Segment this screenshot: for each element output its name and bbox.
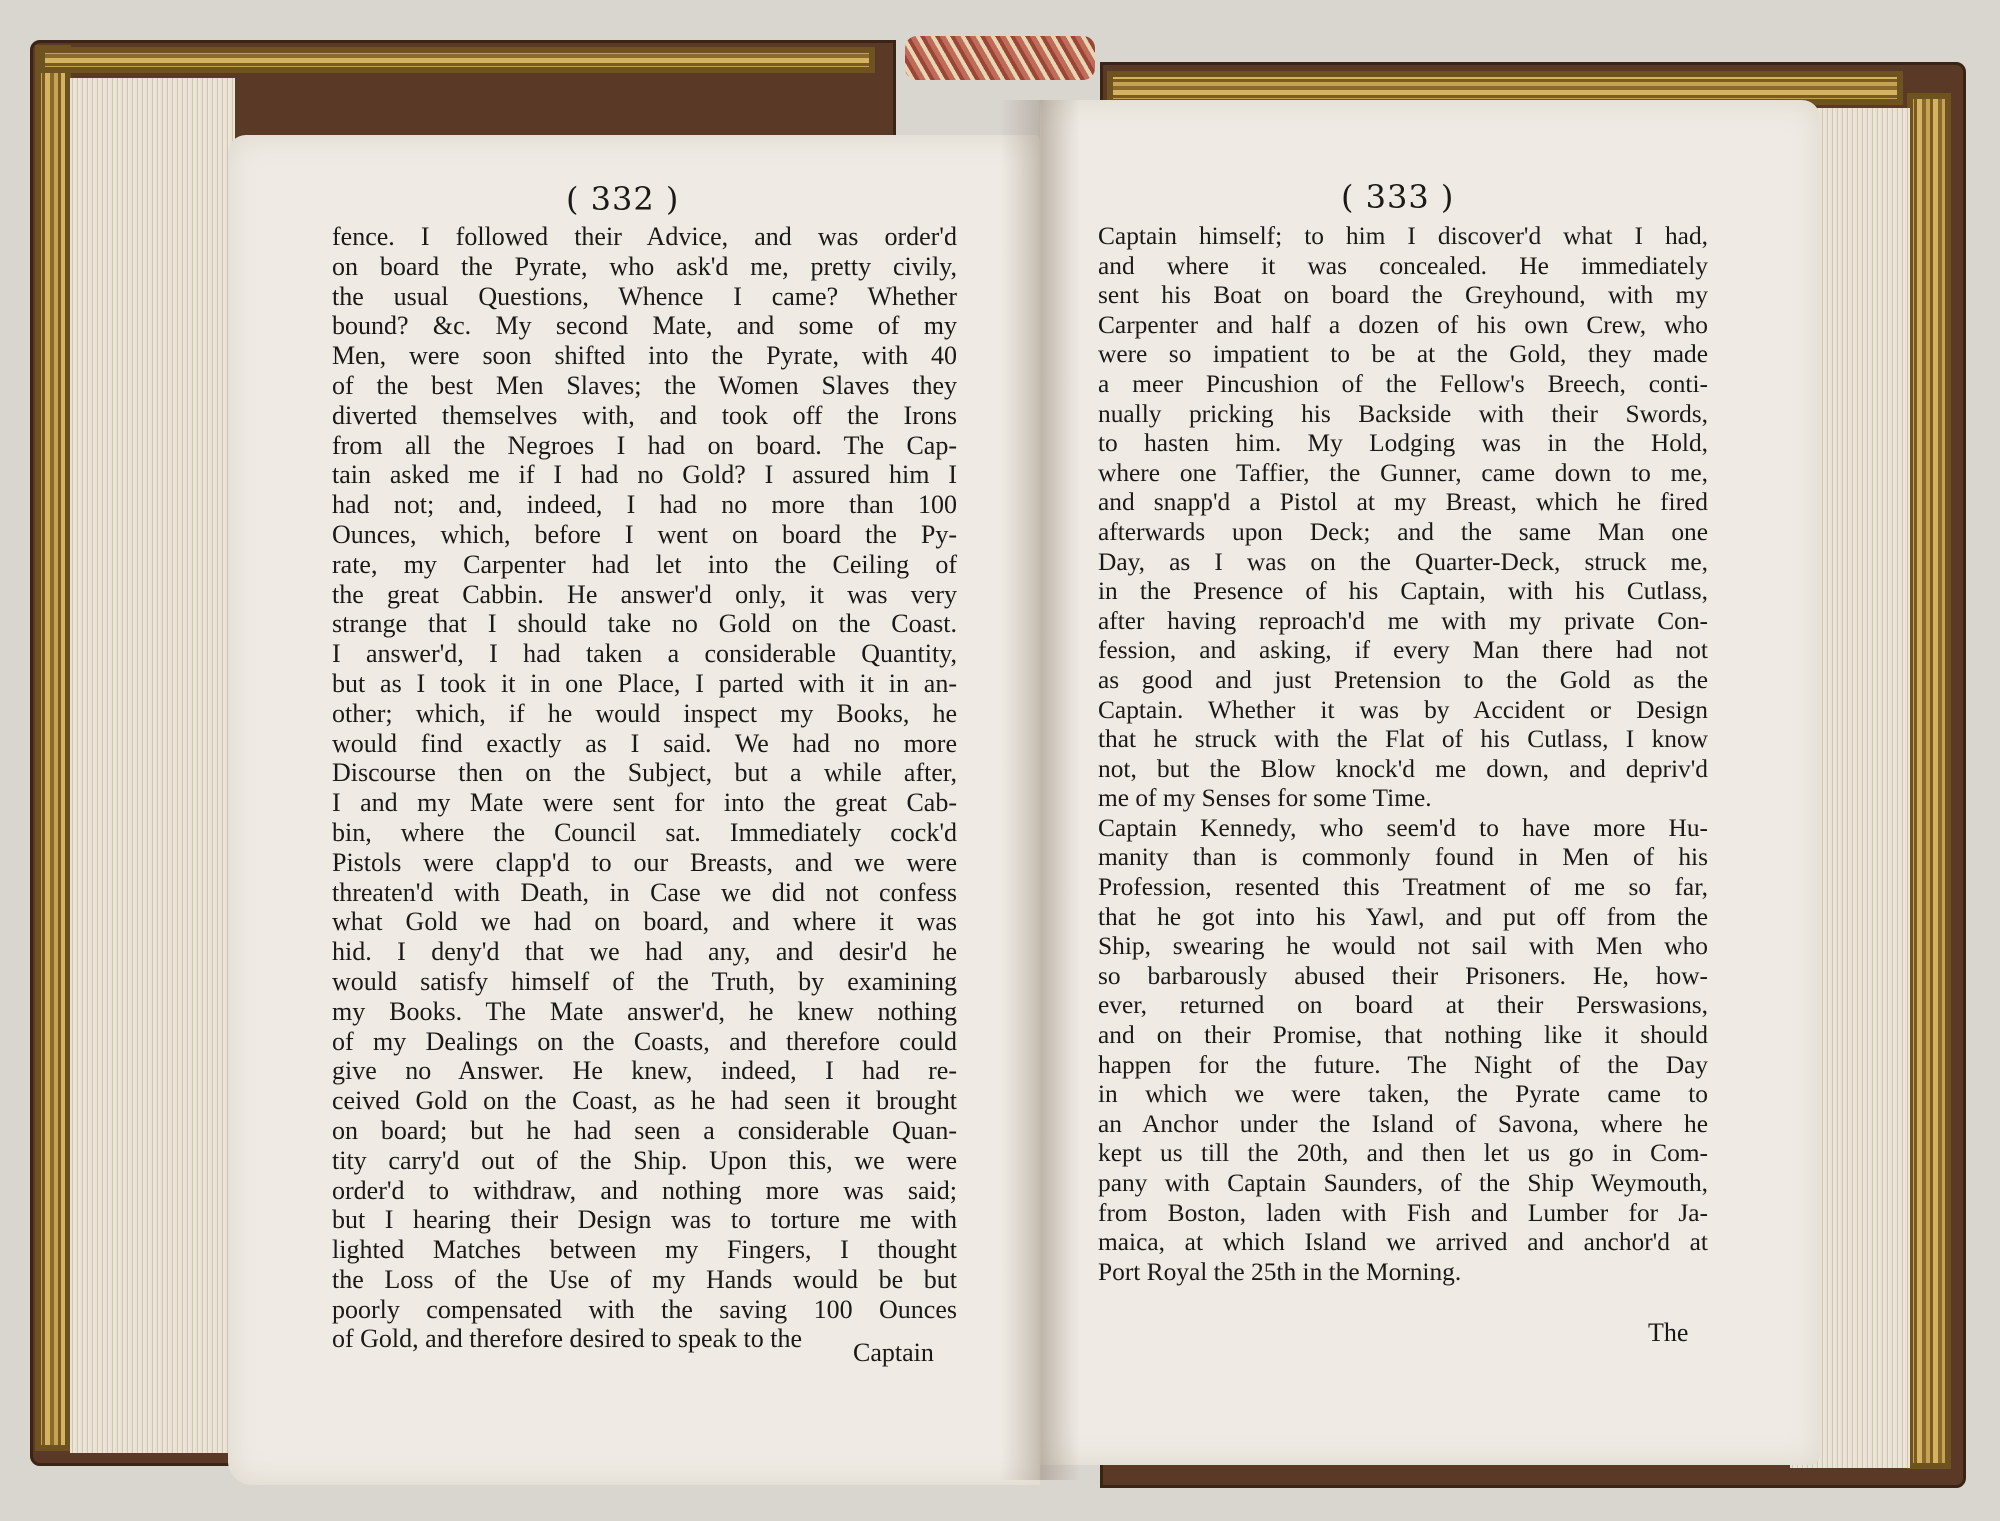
text-line: would satisfy himself of the Truth, by examining: [332, 966, 957, 996]
right-page-number: ( 333 ): [1341, 178, 1455, 216]
text-line: ceived Gold on the Coast, as he had seen it brought: [332, 1086, 957, 1116]
left-page-number: ( 332 ): [566, 180, 680, 218]
right-page-text: [1098, 222, 1708, 1287]
left-catchword: Captain: [853, 1338, 934, 1367]
text-line: happen for the future. The Night of the Day: [1098, 1050, 1708, 1079]
text-line: Ounces, which, before I went on board the Py-: [332, 519, 957, 549]
text-line: so barbarously abused their Prisoners. He, how-: [1098, 961, 1708, 990]
text-line: from all the Negroes I had on board. The Cap-: [332, 430, 957, 460]
text-line: bound? &c. My second Mate, and some of my: [332, 311, 957, 341]
text-line: of the best Men Slaves; the Women Slaves they: [332, 370, 957, 400]
text-line: not, but the Blow knock'd me down, and depriv'd: [1098, 754, 1708, 783]
text-line: and snapp'd a Pistol at my Breast, which he fired: [1098, 488, 1708, 517]
left-gilt-border: [38, 48, 68, 1448]
text-line: give no Answer. He knew, indeed, I had re-: [332, 1056, 957, 1086]
text-line: kept us till the 20th, and then let us go in Com-: [1098, 1139, 1708, 1168]
text-line: my Books. The Mate answer'd, he knew nothing: [332, 996, 957, 1026]
text-line: the Loss of the Use of my Hands would be but: [332, 1264, 957, 1294]
text-line: but I hearing their Design was to torture me with: [332, 1205, 957, 1235]
text-line: Men, were soon shifted into the Pyrate, with 40: [332, 341, 957, 371]
text-line: ever, returned on board at their Perswasions,: [1098, 991, 1708, 1020]
text-line: strange that I should take no Gold on the Coast.: [332, 609, 957, 639]
text-line: and where it was concealed. He immediately: [1098, 251, 1708, 280]
text-line: I and my Mate were sent for into the great Cab-: [332, 788, 957, 818]
text-line: in which we were taken, the Pyrate came to: [1098, 1080, 1708, 1109]
text-line: Ship, swearing he would not sail with Men who: [1098, 932, 1708, 961]
text-line: Day, as I was on the Quarter-Deck, struck me,: [1098, 547, 1708, 576]
text-line: other; which, if he would inspect my Books, he: [332, 698, 957, 728]
text-line: of Gold, and therefore desired to speak to the: [332, 1324, 803, 1354]
right-catchword: The: [1648, 1318, 1689, 1347]
text-line: fession, and asking, if every Man there had not: [1098, 636, 1708, 665]
text-line: tity carry'd out of the Ship. Upon this, we were: [332, 1145, 957, 1175]
text-line: Captain. Whether it was by Accident or Design: [1098, 695, 1708, 724]
text-line: on board; but he had seen a considerable Quan-: [332, 1115, 957, 1145]
text-line: poorly compensated with the saving 100 Ounces: [332, 1294, 957, 1324]
right-gilt-border: [1910, 96, 1948, 1466]
text-line: hid. I deny'd that we had any, and desir'd he: [332, 937, 957, 967]
headband: [905, 36, 1095, 80]
book-gutter: [1000, 100, 1080, 1480]
text-line: rate, my Carpenter had let into the Ceiling of: [332, 549, 957, 579]
text-line: on board the Pyrate, who ask'd me, pretty civily,: [332, 251, 957, 281]
text-line: to hasten him. My Lodging was in the Hold,: [1098, 429, 1708, 458]
text-line: bin, where the Council sat. Immediately cock'd: [332, 817, 957, 847]
text-line: of my Dealings on the Coasts, and therefore could: [332, 1026, 957, 1056]
text-line: in the Presence of his Captain, with his Cutlass,: [1098, 577, 1708, 606]
text-line: where one Taffier, the Gunner, came down to me,: [1098, 458, 1708, 487]
text-line: nually pricking his Backside with their Swords,: [1098, 399, 1708, 428]
text-line: pany with Captain Saunders, of the Ship Weymouth,: [1098, 1169, 1708, 1197]
text-line: Port Royal the 25th in the Morning.: [1098, 1257, 1462, 1286]
text-line: tain asked me if I had no Gold? I assured him I: [332, 460, 957, 490]
text-line: manity than is commonly found in Men of his: [1098, 843, 1708, 872]
text-line: the great Cabbin. He answer'd only, it was very: [332, 579, 957, 609]
text-line: fence. I followed their Advice, and was order'd: [332, 222, 957, 251]
text-line: maica, at which Island we arrived and anchor'd at: [1098, 1228, 1708, 1257]
text-line: the usual Questions, Whence I came? Whether: [332, 281, 957, 311]
text-line: after having reproach'd me with my private Con-: [1098, 606, 1708, 635]
text-line: Captain Kennedy, who seem'd to have more Hu-: [1098, 813, 1708, 842]
text-line: lighted Matches between my Fingers, I thought: [332, 1235, 957, 1265]
text-line: afterwards upon Deck; and the same Man one: [1098, 517, 1708, 546]
text-line: Profession, resented this Treatment of me so far,: [1098, 873, 1708, 902]
text-line: that he struck with the Flat of his Cutlass, I know: [1098, 725, 1708, 754]
text-line: Carpenter and half a dozen of his own Crew, who: [1098, 310, 1708, 339]
text-line: would find exactly as I said. We had no more: [332, 728, 957, 758]
text-line: an Anchor under the Island of Savona, where he: [1098, 1109, 1708, 1138]
text-line: Discourse then on the Subject, but a while after,: [332, 758, 957, 788]
text-line: I answer'd, I had taken a considerable Quantity,: [332, 639, 957, 669]
text-line: Pistols were clapp'd to our Breasts, and we were: [332, 847, 957, 877]
text-line: that he got into his Yawl, and put off from the: [1098, 902, 1708, 931]
text-line: as good and just Pretension to the Gold as the: [1098, 665, 1708, 694]
text-line: sent his Boat on board the Greyhound, with my: [1098, 281, 1708, 310]
right-top-gilt-border: [1110, 74, 1900, 102]
text-line: Captain himself; to him I discover'd what I had,: [1098, 222, 1708, 250]
text-line: from Boston, laden with Fish and Lumber for Ja-: [1098, 1198, 1708, 1227]
text-line: threaten'd with Death, in Case we did not confess: [332, 877, 957, 907]
text-line: had not; and, indeed, I had no more than 100: [332, 490, 957, 520]
text-line: were so impatient to be at the Gold, they made: [1098, 340, 1708, 369]
text-line: order'd to withdraw, and nothing more was said;: [332, 1175, 957, 1205]
text-line: what Gold we had on board, and where it was: [332, 907, 957, 937]
text-line: and on their Promise, that nothing like it should: [1098, 1021, 1708, 1050]
left-top-gilt-border: [42, 50, 872, 70]
text-line: diverted themselves with, and took off the Irons: [332, 400, 957, 430]
left-page-edges: [70, 78, 235, 1453]
text-line: a meer Pincushion of the Fellow's Breech, conti-: [1098, 369, 1708, 398]
text-line: but as I took it in one Place, I parted with it in an-: [332, 668, 957, 698]
text-line: me of my Senses for some Time.: [1098, 784, 1432, 813]
left-page-text: [332, 222, 957, 1354]
